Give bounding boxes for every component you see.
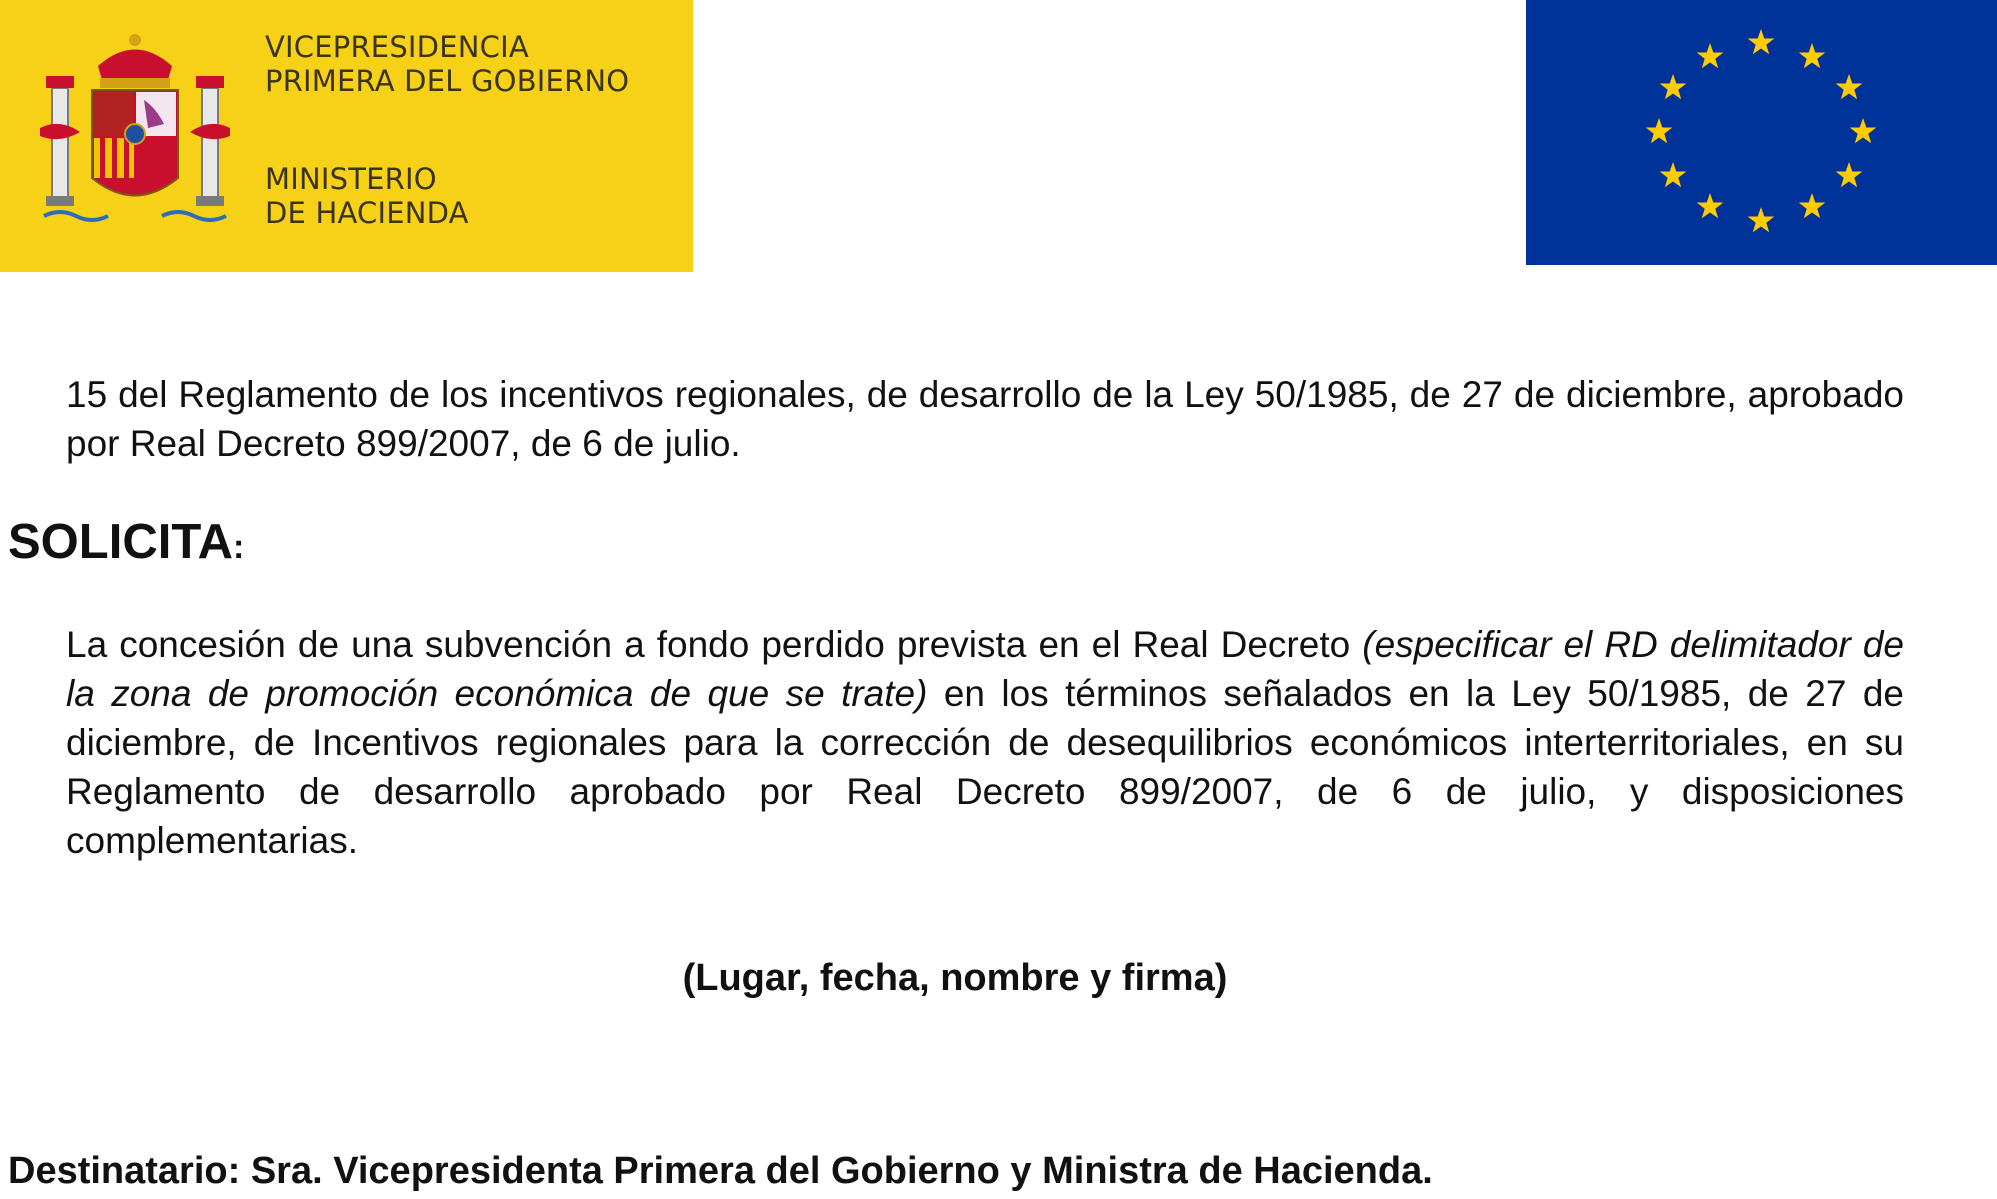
- recipient-line: Destinatario: Sra. Vicepresidenta Primera del Gobierno y Ministra de Hacienda.: [8, 1150, 1433, 1192]
- request-text-italic-note: (especificar el RD delimitador de la zona de promoción económica de que se trate): [66, 624, 1904, 714]
- spain-coat-of-arms-icon: [40, 28, 230, 233]
- solicita-colon: :: [233, 528, 245, 566]
- request-paragraph: [66, 620, 1904, 865]
- government-line-2: PRIMERA DEL GOBIERNO: [265, 64, 630, 98]
- government-line-1: VICEPRESIDENCIA: [265, 30, 529, 64]
- eu-flag-icon: [1526, 0, 1997, 265]
- request-text-part1: La concesión de una subvención a fondo perdido prevista en el Real Decreto: [66, 624, 1363, 665]
- signature-placeholder: (Lugar, fecha, nombre y firma): [682, 957, 1228, 999]
- intro-paragraph: 15 del Reglamento de los incentivos regionales, de desarrollo de la Ley 50/1985, de 27 de diciembre, aprobado por Real Decreto 899/2007, de 6 de julio.: [66, 374, 1904, 464]
- request-text-part2: en los términos señalados en la Ley 50/1985, de 27 de diciembre, de Incentivos regionales para la corrección de desequilibrios económicos interterritoriales, en su Reglamento de desarrollo aprobado por Real Decreto 899/2007, de 6 de julio, y disposiciones complementarias.: [66, 673, 1904, 861]
- eu-stars: [1526, 0, 1997, 265]
- ministry-line-1: MINISTERIO: [265, 162, 437, 196]
- government-header-block: [0, 0, 693, 272]
- solicita-heading: [8, 514, 244, 570]
- ministry-line-2: DE HACIENDA: [265, 196, 469, 230]
- solicita-heading-text: SOLICITA: [8, 515, 234, 569]
